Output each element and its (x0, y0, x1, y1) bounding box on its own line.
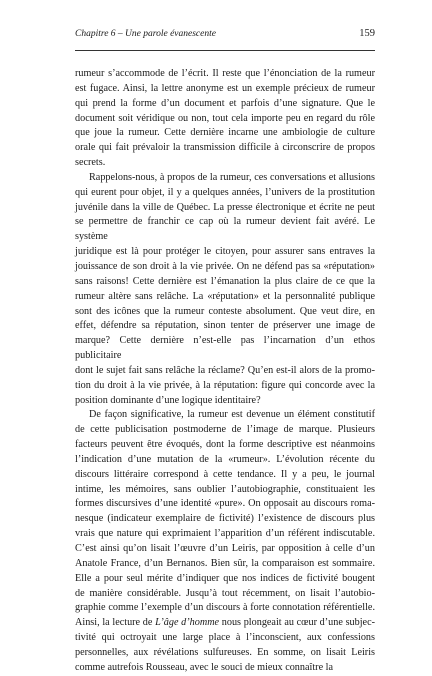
text-line: qui prend la forme d’un document et parfois d’une signature. Que le (75, 97, 375, 109)
book-page (75, 28, 375, 673)
text-line: comme autrefois Rousseau, avec le souci de mieux connaître la (75, 661, 333, 673)
text-line: vrais que nature qui exprimaient l’apparition d’un référent indiscutable. (75, 528, 375, 540)
text-line: de cette publicisation postmoderne de l’image de marque. Plusieurs (75, 424, 375, 436)
text-line: que joue la rumeur. Cette dernière incarne une ambiologie de culture (75, 127, 375, 139)
text-line: Anatole France, d’un Bernanos. Bien sûr, la comparaison est sommaire. (75, 557, 375, 569)
text-line: secrets. (75, 157, 106, 169)
text-line: orale qui fait prévaloir la transmission difficile à circonscrire de propos (75, 142, 375, 154)
text-line: document soit véridique ou non, tout cela importe peu en regard du rôle (75, 112, 375, 124)
text-line: effet, défendre sa réputation, sinon tenter de préserver une image de (75, 320, 375, 332)
text-line: tion du droit à la vie privée, à la réputation: figure qui concorde avec la (75, 379, 375, 391)
text-line: dont le sujet fait sans relâche la réclame? Qu’en est-il alors de la promo- (75, 364, 375, 376)
text-line: l’indication d’une mutation de la «rumeur». L’évolution récente du (75, 453, 375, 465)
text-line: intime, les mémoires, sans oublier l’autobiographie, constituaient les (75, 483, 375, 495)
text-line: Elle a pour seul mérite d’indiquer que nos indices de fictivité bougent (75, 572, 375, 584)
page-number: 159 (359, 28, 375, 39)
text-line: rumeur altère sans relâche. La «réputation» et la personnalité publique (75, 290, 375, 302)
text-line: discours littéraire correspond à cette tendance. Il y a peu, le journal (75, 468, 375, 480)
text-line: nesque (indicateur exemplaire de fictivité) l’existence de discours plus (75, 513, 375, 525)
text-line: juridique est là pour protéger le citoyen, pour assurer sans entraves la (75, 246, 375, 258)
running-header (75, 28, 375, 51)
text-line: Rappelons-nous, à propos de la rumeur, ces conversations et allusions (89, 171, 375, 183)
text-line: sans raisons! Cette dernière est l’émanation la plus claire de ce que la (75, 275, 375, 287)
paragraph (75, 171, 375, 409)
text-line: De façon significative, la rumeur est devenue un élément constitutif (89, 409, 375, 421)
text-line: personnelles, aux révélations sulfureuses. En somme, on lisait Leiris (75, 646, 375, 658)
paragraph (75, 67, 375, 171)
text-line: qui eurent pour objet, il y a quelques années, l’univers de la prostitution (75, 186, 375, 198)
text-line: facteurs peuvent être évoqués, dont la forme descriptive est néanmoins (75, 439, 375, 451)
body-text (75, 67, 375, 676)
text-line: tivité qui octroyait une large place à l’inconscient, aux confessions (75, 632, 375, 644)
text-line: graphie comme l’exemple d’un discours à forte connotation référentielle. (75, 602, 375, 614)
text-line: C’est ainsi qu’on lisait l’œuvre d’un Leiris, par opposition à celle d’un (75, 543, 375, 554)
text-line: Ainsi, la lecture de L’âge d’homme nous plongeait au cœur d’une subjec- (75, 617, 375, 629)
text-line: jouissance de son droit à la vie privée. On ne défend pas sa «réputation» (75, 260, 375, 272)
text-line: marque? Cette dernière n’est-elle pas l’incarnation d’un ethos publicitaire (75, 335, 375, 362)
text-line: formes discursives d’une identité «pure». On opposait au discours roma- (75, 498, 375, 510)
text-line: rumeur s’accommode de l’écrit. Il reste que l’énonciation de la rumeur (75, 68, 375, 79)
running-title: Chapitre 6 – Une parole évanescente (75, 29, 216, 39)
text-line: est fugace. Ainsi, la lettre anonyme est un exemple précieux de rumeur (75, 82, 375, 94)
text-line: se permettre de franchir ce cap où la rumeur devient fait avéré. Le système (75, 216, 375, 243)
text-line: position dominante d’une logique identitaire? (75, 394, 261, 406)
text-line: sont des icônes que la rumeur conteste absolument. Que veut dire, en (75, 305, 375, 317)
text-line: de manière considérable. Jusqu’à tout récemment, on lisait l’autobio- (75, 587, 375, 599)
text-line: juvénile dans la ville de Québec. La presse électronique et écrite ne peut (75, 201, 375, 213)
paragraph (75, 408, 375, 675)
